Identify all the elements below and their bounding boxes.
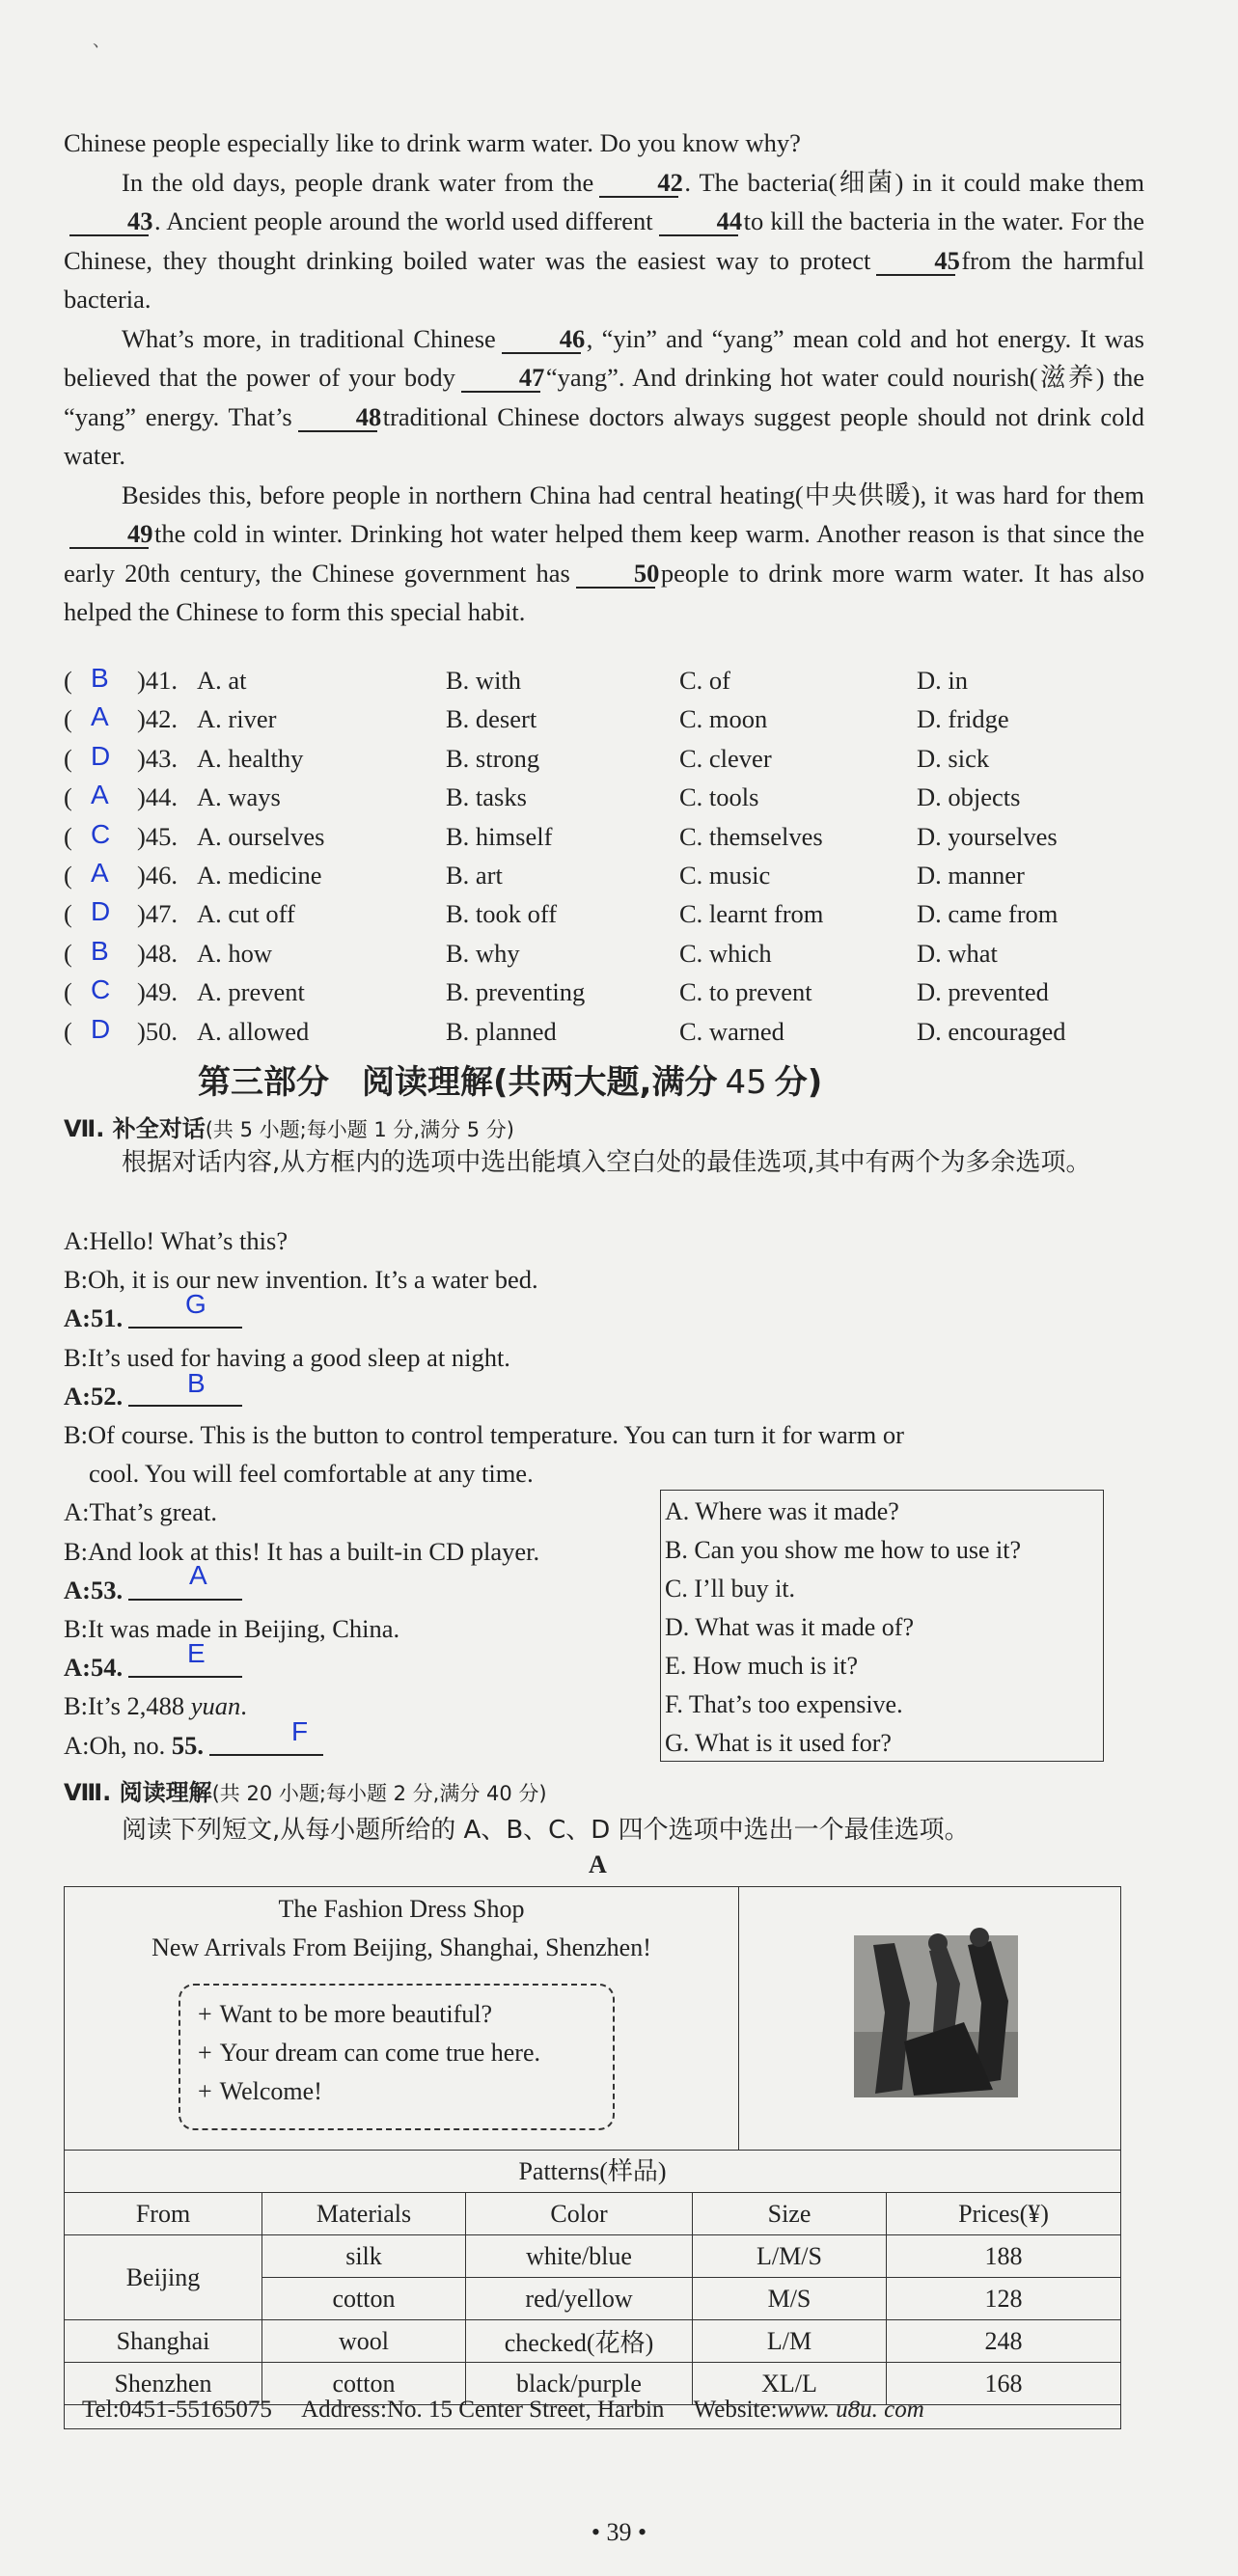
cloze-passage (64, 123, 1144, 632)
section-7-heading (64, 1110, 514, 1143)
question-row (64, 662, 1164, 700)
handwritten-answer: D (91, 1013, 111, 1044)
handwritten-answer: A (91, 701, 109, 732)
blank-49: 49 (69, 520, 149, 549)
option-d: D. came from (917, 899, 1059, 929)
option-b: B. strong (446, 743, 540, 773)
paren-open: ( (64, 666, 72, 695)
option-c: C. music (679, 860, 771, 890)
option-c: C. warned (679, 1016, 784, 1046)
option-d: D. fridge (917, 704, 1009, 734)
patterns-title: Patterns(样品) (65, 2150, 1120, 2193)
dress-photo (740, 1887, 1120, 2150)
question-number: )49. (137, 977, 178, 1007)
part3-title-score: 45 (725, 1063, 767, 1102)
table-row (65, 2235, 1121, 2278)
footer-website: www. u8u. com (777, 2397, 924, 2423)
question-row (64, 700, 1164, 739)
blank-45: 45 (876, 247, 955, 276)
passage-text: people to drink more warm water. It has also helped the Chinese to form this special habit. (64, 558, 1144, 626)
cell-size: M/S (693, 2278, 887, 2320)
dialogue-line: B:And look at this! It has a built-in CD player. (64, 1536, 540, 1566)
option-d: D. yourselves (917, 821, 1058, 851)
origin-beijing: Beijing (65, 2235, 262, 2320)
paren-open: ( (64, 1016, 72, 1046)
dialogue-text: yuan (190, 1691, 241, 1721)
dialogue-number: A:54. (64, 1653, 124, 1683)
cell-color: checked(花格) (466, 2320, 693, 2363)
ad-text-panel (65, 1887, 739, 2150)
question-number: )42. (137, 704, 178, 734)
passage-para-2 (64, 319, 1144, 476)
section-8-title: Ⅷ. 阅读理解 (64, 1779, 212, 1806)
header-color: Color (466, 2193, 693, 2235)
option-c: C. to prevent (679, 977, 812, 1007)
question-row (64, 740, 1164, 779)
option-a: A. at (197, 666, 247, 695)
origin-shanghai: Shanghai (65, 2320, 262, 2363)
question-row (64, 818, 1164, 857)
paren-open: ( (64, 938, 72, 968)
footer-tel: Tel:0451-55165075 (82, 2397, 272, 2423)
option-c: C. clever (679, 743, 772, 773)
passage-text: In the old days, people drank water from the (122, 167, 594, 197)
dialogue-line: B:Oh, it is our new invention. It’s a water bed. (64, 1265, 538, 1295)
question-number: )46. (137, 860, 178, 890)
option-b: B. with (446, 666, 522, 695)
patterns-table (64, 2192, 1121, 2405)
question-row (64, 857, 1164, 895)
question-number: )44. (137, 782, 178, 812)
cell-material: cotton (262, 2278, 466, 2320)
slogan-line: + Want to be more beautiful? (198, 2000, 493, 2028)
question-number: )45. (137, 821, 178, 851)
footer-website-label: Website: (693, 2397, 778, 2423)
option-a: A. ourselves (197, 821, 325, 851)
handwritten-answer: C (91, 818, 111, 849)
dialogue-line: B:It was made in Beijing, China. (64, 1614, 400, 1644)
passage-text: from the harmful bacteria. (64, 245, 1144, 314)
handwritten-answer: B (91, 663, 109, 693)
handwritten-answer: A (91, 780, 109, 810)
passage-text: Besides this, before people in northern China had central heating(中央供暖), it was hard for them (122, 480, 1144, 509)
passage-para-0: Chinese people especially like to drink warm water. Do you know why? (64, 128, 801, 157)
blank-48: 48 (298, 403, 377, 432)
option-d: D. manner (917, 860, 1025, 890)
dialogue-line: A:Hello! What’s this? (64, 1226, 289, 1255)
dialogue-number: A:52. (64, 1381, 124, 1411)
section-8-note: (共 20 小题;每小题 2 分,满分 40 分) (211, 1782, 547, 1805)
answer-line-53 (128, 1574, 242, 1601)
passage-text: to kill the bacteria in the water. For the Chinese, they thought drinking boiled water was the easiest way to protect (64, 206, 1144, 275)
handwritten-answer: C (91, 974, 111, 1005)
option-d: D. sick (917, 743, 990, 773)
slogan-text: Want to be more beautiful? (219, 2000, 493, 2028)
passage-text: . Ancient people around the world used different (154, 206, 653, 235)
option-a: A. allowed (197, 1016, 310, 1046)
cell-price: 188 (887, 2235, 1121, 2278)
shop-name: The Fashion Dress Shop (278, 1895, 525, 1923)
handwritten-answer-55: F (291, 1716, 309, 1746)
dialogue-number: 55. (171, 1730, 205, 1760)
handwritten-answer: D (91, 896, 111, 927)
blank-46: 46 (502, 325, 581, 354)
slogan-box (179, 1984, 615, 2130)
options-box (660, 1490, 1104, 1762)
option-d: D. encouraged (917, 1016, 1066, 1046)
option-a: A. medicine (197, 860, 322, 890)
option-a: A. how (197, 938, 273, 968)
option-item: C. I’ll buy it. (665, 1575, 796, 1603)
question-row (64, 1013, 1164, 1052)
header-size: Size (693, 2193, 887, 2235)
blank-44: 44 (659, 207, 738, 236)
paren-open: ( (64, 782, 72, 812)
section-7-note: (共 5 小题;每小题 1 分,满分 5 分) (205, 1118, 515, 1141)
handwritten-answer-54: E (187, 1638, 206, 1668)
option-item: G. What is it used for? (665, 1729, 892, 1757)
option-c: C. moon (679, 704, 768, 734)
answer-line-52 (128, 1380, 242, 1407)
dialogue-number: A:51. (64, 1303, 124, 1333)
passage-label: A (589, 1850, 607, 1878)
question-row (64, 973, 1164, 1012)
option-c: C. learnt from (679, 899, 824, 929)
option-a: A. ways (197, 782, 281, 812)
paren-open: ( (64, 743, 72, 773)
option-c: C. themselves (679, 821, 823, 851)
option-b: B. desert (446, 704, 537, 734)
part3-title-text: 第三部分 阅读理解(共两大题,满分 (198, 1063, 718, 1102)
table-row (65, 2320, 1121, 2363)
cell-color: black/purple (466, 2363, 693, 2405)
option-a: A. cut off (197, 899, 295, 929)
passage-text: . The bacteria(细菌) in it could make them (684, 167, 1144, 197)
paren-open: ( (64, 977, 72, 1007)
handwritten-answer: B (91, 935, 109, 966)
option-c: C. which (679, 938, 772, 968)
handwritten-answer-52: B (187, 1368, 206, 1398)
origin-shenzhen: Shenzhen (65, 2363, 262, 2405)
option-item: F. That’s too expensive. (665, 1690, 903, 1718)
answer-line-54 (128, 1651, 242, 1678)
handwritten-answer: D (91, 740, 111, 771)
cell-color: red/yellow (466, 2278, 693, 2320)
option-item: E. How much is it? (665, 1652, 859, 1680)
cell-material: wool (262, 2320, 466, 2363)
cell-size: L/M/S (693, 2235, 887, 2278)
option-item: A. Where was it made? (665, 1497, 899, 1525)
cell-size: XL/L (693, 2363, 887, 2405)
new-arrivals: New Arrivals From Beijing, Shanghai, Shenzhen! (151, 1933, 651, 1961)
header-prices: Prices(¥) (887, 2193, 1121, 2235)
question-number: )41. (137, 666, 178, 695)
option-a: A. river (197, 704, 277, 734)
table-header-row (65, 2193, 1121, 2235)
part3-title (198, 1055, 822, 1103)
option-b: B. tasks (446, 782, 527, 812)
passage-text: traditional Chinese doctors always suggest people should not drink cold water. (64, 401, 1144, 470)
dialogue-number: A:53. (64, 1575, 124, 1604)
option-b: B. why (446, 938, 520, 968)
slogan-text: Welcome! (219, 2077, 322, 2105)
cell-material: silk (262, 2235, 466, 2278)
slogan-line: + Welcome! (198, 2077, 322, 2105)
option-d: D. what (917, 938, 998, 968)
dress-photo-image (740, 1887, 1120, 2150)
cell-size: L/M (693, 2320, 887, 2363)
header-materials: Materials (262, 2193, 466, 2235)
section-7-instruction: 根据对话内容,从方框内的选项中选出能填入空白处的最佳选项,其中有两个为多余选项。 (122, 1148, 1091, 1177)
option-b: B. took off (446, 899, 558, 929)
option-a: A. healthy (197, 743, 304, 773)
option-b: B. art (446, 860, 503, 890)
option-b: B. himself (446, 821, 553, 851)
handwritten-answer-53: A (189, 1560, 207, 1590)
option-c: C. tools (679, 782, 759, 812)
section-7-title: Ⅶ. 补全对话 (64, 1115, 206, 1142)
ad-box (64, 1886, 1121, 2429)
paren-open: ( (64, 899, 72, 929)
option-d: D. objects (917, 782, 1021, 812)
dialogue-text: . (240, 1691, 247, 1721)
question-row (64, 895, 1164, 934)
blank-47: 47 (461, 364, 540, 393)
passage-text: , “yin” and “yang” mean cold and hot energy. It was believed that the power of your body (64, 323, 1144, 392)
blank-42: 42 (599, 169, 678, 198)
option-b: B. preventing (446, 977, 586, 1007)
header-from: From (65, 2193, 262, 2235)
slogan-line: + Your dream can come true here. (198, 2039, 541, 2067)
page-number: • 39 • (591, 2518, 647, 2546)
passage-text: the cold in winter. Drinking hot water helped them keep warm. Another reason is that since the early 20th century, the Chinese government has (64, 519, 1144, 588)
paren-open: ( (64, 821, 72, 851)
footer-address: Address:No. 15 Center Street, Harbin (301, 2397, 665, 2423)
section-8-heading (64, 1773, 547, 1807)
blank-50: 50 (576, 560, 655, 589)
ad-footer (82, 2391, 1114, 2429)
option-d: D. prevented (917, 977, 1049, 1007)
option-d: D. in (917, 666, 968, 695)
option-a: A. prevent (197, 977, 305, 1007)
question-number: )43. (137, 743, 178, 773)
passage-para-3 (64, 476, 1144, 632)
option-item: D. What was it made of? (665, 1613, 914, 1641)
blank-43: 43 (69, 207, 149, 236)
paren-open: ( (64, 704, 72, 734)
paren-open: ( (64, 860, 72, 890)
option-item: B. Can you show me how to use it? (665, 1536, 1022, 1564)
dialogue-line: B:It’s used for having a good sleep at night. (64, 1342, 510, 1372)
question-row (64, 935, 1164, 973)
cell-material: cotton (262, 2363, 466, 2405)
cell-price: 128 (887, 2278, 1121, 2320)
question-number: )48. (137, 938, 178, 968)
cell-price: 168 (887, 2363, 1121, 2405)
cloze-questions (64, 662, 1164, 1052)
option-b: B. planned (446, 1016, 557, 1046)
passage-text: “yang”. And drinking hot water could nourish(滋养) the “yang” energy. That’s (64, 363, 1144, 431)
cell-price: 248 (887, 2320, 1121, 2363)
cell-color: white/blue (466, 2235, 693, 2278)
option-c: C. of (679, 666, 730, 695)
section-8-instruction: 阅读下列短文,从每小题所给的 A、B、C、D 四个选项中选出一个最佳选项。 (122, 1816, 970, 1845)
dialogue-line: cool. You will feel comfortable at any time. (89, 1459, 534, 1489)
dialogue-text: B:It’s 2,488 (64, 1691, 185, 1721)
dialogue-line: A:That’s great. (64, 1497, 217, 1527)
question-row (64, 779, 1164, 817)
dialogue-text: A:Oh, no. (64, 1730, 166, 1760)
part3-title-end: 分) (774, 1063, 823, 1102)
handwritten-answer-51: G (185, 1289, 206, 1319)
dialogue-line: B:Of course. This is the button to control temperature. You can turn it for warm or (64, 1420, 904, 1450)
question-number: )47. (137, 899, 178, 929)
header-mark: 、 (93, 31, 110, 50)
handwritten-answer: A (91, 857, 109, 888)
passage-para-1 (64, 163, 1144, 319)
question-number: )50. (137, 1016, 178, 1046)
passage-text: What’s more, in traditional Chinese (122, 323, 496, 353)
slogan-text: Your dream can come true here. (219, 2039, 541, 2067)
